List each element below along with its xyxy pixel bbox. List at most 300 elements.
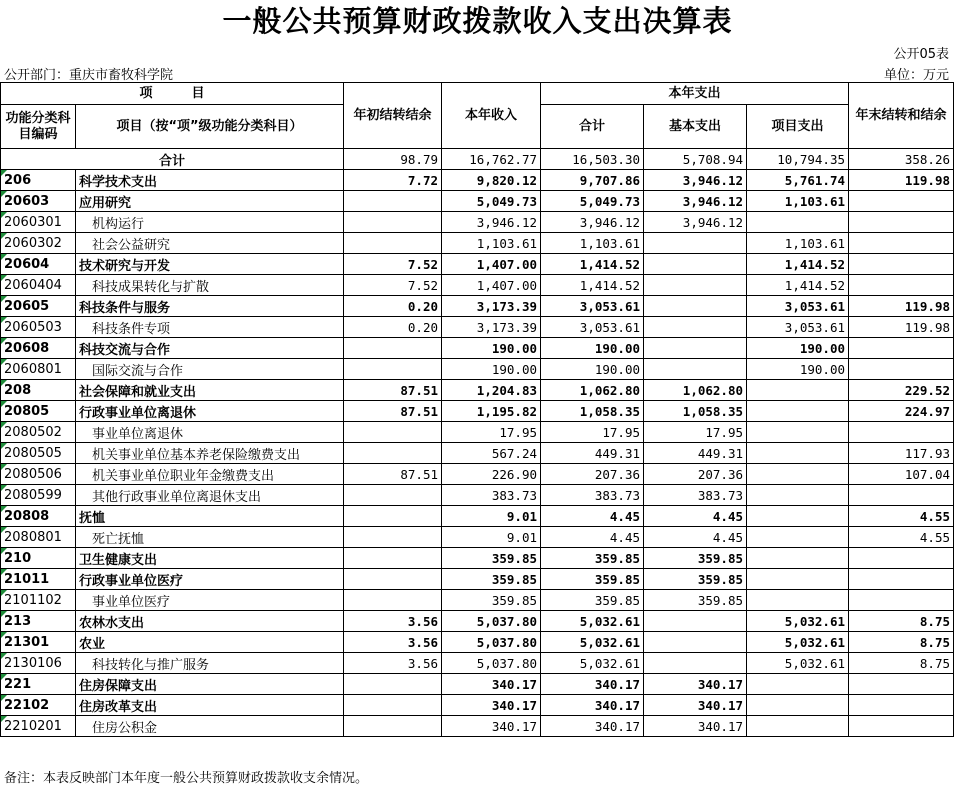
subject-name: 农林水支出 — [76, 611, 344, 632]
subject-code-text: 2210201 — [4, 718, 62, 734]
cell-project — [747, 674, 849, 695]
cell-marker-icon — [1, 674, 7, 680]
table-row — [1, 548, 954, 569]
cell-basic — [644, 317, 747, 338]
subject-code — [1, 359, 76, 380]
subject-code — [1, 338, 76, 359]
table-row — [1, 632, 954, 653]
cell-beginning: 87.51 — [344, 401, 442, 422]
cell-total: 383.73 — [541, 485, 644, 506]
subject-code-text: 2060301 — [4, 214, 62, 230]
subject-code-text: 21301 — [4, 634, 50, 650]
cell-ending — [849, 548, 954, 569]
header-item-group: 项 目 — [1, 83, 344, 105]
subject-code — [1, 380, 76, 401]
cell-project: 1,103.61 — [747, 191, 849, 212]
cell-project: 3,053.61 — [747, 317, 849, 338]
table-row — [1, 695, 954, 716]
cell-beginning — [344, 590, 442, 611]
subject-code-text: 20603 — [4, 193, 50, 209]
cell-beginning — [344, 506, 442, 527]
table-row — [1, 317, 954, 338]
cell-project — [747, 485, 849, 506]
cell-total: 449.31 — [541, 443, 644, 464]
cell-project: 190.00 — [747, 359, 849, 380]
cell-project — [747, 590, 849, 611]
cell-total: 190.00 — [541, 338, 644, 359]
cell-beginning — [344, 569, 442, 590]
cell-ending: 8.75 — [849, 632, 954, 653]
cell-total: 1,103.61 — [541, 233, 644, 254]
subject-code-text: 206 — [4, 172, 32, 188]
table-row — [1, 380, 954, 401]
subject-code — [1, 191, 76, 212]
cell-ending — [849, 212, 954, 233]
header-expense-project: 项目支出 — [747, 105, 849, 149]
table-row — [1, 401, 954, 422]
subject-code-text: 213 — [4, 613, 32, 629]
subject-code-text: 20805 — [4, 403, 50, 419]
cell-project — [747, 527, 849, 548]
cell-project: 5,032.61 — [747, 632, 849, 653]
cell-income: 3,173.39 — [442, 317, 541, 338]
subject-name: 社会保障和就业支出 — [76, 380, 344, 401]
cell-income: 226.90 — [442, 464, 541, 485]
total-ending: 358.26 — [849, 149, 954, 170]
table-row — [1, 464, 954, 485]
cell-project: 5,032.61 — [747, 611, 849, 632]
footnote: 备注：本表反映部门本年度一般公共预算财政拨款收支余情况。 — [4, 771, 369, 786]
cell-marker-icon — [1, 716, 7, 722]
cell-beginning: 3.56 — [344, 632, 442, 653]
subject-code-text: 2080505 — [4, 445, 62, 461]
subject-name: 农业 — [76, 632, 344, 653]
cell-basic — [644, 233, 747, 254]
cell-ending: 224.97 — [849, 401, 954, 422]
cell-basic: 3,946.12 — [644, 170, 747, 191]
cell-project — [747, 380, 849, 401]
subject-code-text: 2060302 — [4, 235, 62, 251]
subject-code — [1, 170, 76, 191]
cell-basic: 340.17 — [644, 695, 747, 716]
cell-beginning — [344, 422, 442, 443]
cell-income: 340.17 — [442, 716, 541, 737]
header-ending-balance: 年末结转和结余 — [849, 83, 954, 149]
header-name: 项目（按“项”级功能分类科目） — [76, 105, 344, 149]
cell-basic — [644, 359, 747, 380]
cell-basic — [644, 254, 747, 275]
cell-ending — [849, 716, 954, 737]
subject-name: 科技交流与合作 — [76, 338, 344, 359]
subject-name: 住房公积金 — [76, 716, 344, 737]
cell-income: 17.95 — [442, 422, 541, 443]
cell-basic — [644, 296, 747, 317]
table-row — [1, 569, 954, 590]
header-income: 本年收入 — [442, 83, 541, 149]
cell-marker-icon — [1, 485, 7, 491]
cell-project: 1,414.52 — [747, 275, 849, 296]
page-title: 一般公共预算财政拨款收入支出决算表 — [222, 4, 733, 38]
table-row — [1, 443, 954, 464]
cell-basic: 359.85 — [644, 569, 747, 590]
cell-marker-icon — [1, 275, 7, 281]
cell-income: 190.00 — [442, 338, 541, 359]
total-income: 16,762.77 — [442, 149, 541, 170]
subject-code — [1, 401, 76, 422]
cell-basic: 340.17 — [644, 716, 747, 737]
cell-beginning: 87.51 — [344, 464, 442, 485]
cell-beginning — [344, 695, 442, 716]
cell-beginning — [344, 527, 442, 548]
subject-code — [1, 317, 76, 338]
subject-name: 国际交流与合作 — [76, 359, 344, 380]
subject-name: 事业单位离退休 — [76, 422, 344, 443]
subject-code — [1, 422, 76, 443]
header-code: 功能分类科目编码 — [1, 105, 76, 149]
cell-income: 1,204.83 — [442, 380, 541, 401]
cell-income: 5,049.73 — [442, 191, 541, 212]
cell-income: 9.01 — [442, 506, 541, 527]
cell-income: 340.17 — [442, 674, 541, 695]
subject-name: 科技成果转化与扩散 — [76, 275, 344, 296]
subject-name: 卫生健康支出 — [76, 548, 344, 569]
cell-marker-icon — [1, 548, 7, 554]
cell-ending — [849, 422, 954, 443]
subject-code — [1, 485, 76, 506]
table-row — [1, 170, 954, 191]
table-row — [1, 296, 954, 317]
cell-total: 359.85 — [541, 569, 644, 590]
cell-marker-icon — [1, 359, 7, 365]
cell-ending: 119.98 — [849, 296, 954, 317]
subject-name: 其他行政事业单位离退休支出 — [76, 485, 344, 506]
cell-basic: 207.36 — [644, 464, 747, 485]
subject-name: 机关事业单位职业年金缴费支出 — [76, 464, 344, 485]
cell-income: 1,103.61 — [442, 233, 541, 254]
cell-total: 5,032.61 — [541, 632, 644, 653]
subject-code — [1, 611, 76, 632]
cell-ending: 8.75 — [849, 653, 954, 674]
cell-basic: 4.45 — [644, 527, 747, 548]
cell-total: 9,707.86 — [541, 170, 644, 191]
subject-code — [1, 569, 76, 590]
cell-beginning — [344, 191, 442, 212]
subject-code-text: 22102 — [4, 697, 50, 713]
subject-name: 抚恤 — [76, 506, 344, 527]
subject-code-text: 20808 — [4, 508, 50, 524]
cell-basic: 359.85 — [644, 548, 747, 569]
subject-code — [1, 653, 76, 674]
cell-ending — [849, 695, 954, 716]
subject-name: 机构运行 — [76, 212, 344, 233]
cell-project: 5,032.61 — [747, 653, 849, 674]
subject-code-text: 2060801 — [4, 361, 62, 377]
cell-ending — [849, 191, 954, 212]
table-row — [1, 422, 954, 443]
cell-beginning: 0.20 — [344, 296, 442, 317]
cell-income: 340.17 — [442, 695, 541, 716]
cell-total: 1,414.52 — [541, 275, 644, 296]
cell-total: 207.36 — [541, 464, 644, 485]
table-row — [1, 485, 954, 506]
cell-basic — [644, 632, 747, 653]
cell-total: 5,049.73 — [541, 191, 644, 212]
cell-total: 4.45 — [541, 527, 644, 548]
subject-name: 机关事业单位基本养老保险缴费支出 — [76, 443, 344, 464]
cell-basic — [644, 338, 747, 359]
cell-project: 1,103.61 — [747, 233, 849, 254]
cell-total: 17.95 — [541, 422, 644, 443]
table-row — [1, 254, 954, 275]
cell-ending — [849, 674, 954, 695]
subject-code-text: 2060503 — [4, 319, 62, 335]
cell-income: 5,037.80 — [442, 653, 541, 674]
cell-basic: 383.73 — [644, 485, 747, 506]
table-row — [1, 611, 954, 632]
subject-code — [1, 527, 76, 548]
cell-income: 1,407.00 — [442, 275, 541, 296]
cell-total: 4.45 — [541, 506, 644, 527]
subject-code — [1, 590, 76, 611]
subject-code — [1, 716, 76, 737]
cell-beginning — [344, 443, 442, 464]
cell-beginning: 7.72 — [344, 170, 442, 191]
table-row — [1, 191, 954, 212]
cell-beginning — [344, 716, 442, 737]
table-row — [1, 338, 954, 359]
cell-marker-icon — [1, 338, 7, 344]
subject-code-text: 208 — [4, 382, 32, 398]
total-label: 合计 — [1, 149, 344, 170]
cell-project — [747, 716, 849, 737]
cell-basic: 1,058.35 — [644, 401, 747, 422]
cell-project — [747, 212, 849, 233]
cell-marker-icon — [1, 695, 7, 701]
cell-income: 9.01 — [442, 527, 541, 548]
cell-marker-icon — [1, 506, 7, 512]
subject-code — [1, 233, 76, 254]
cell-marker-icon — [1, 212, 7, 218]
subject-code-text: 2060404 — [4, 277, 62, 293]
cell-project — [747, 548, 849, 569]
cell-ending — [849, 233, 954, 254]
total-basic: 5,708.94 — [644, 149, 747, 170]
total-beginning: 98.79 — [344, 149, 442, 170]
cell-income: 3,946.12 — [442, 212, 541, 233]
cell-total: 1,414.52 — [541, 254, 644, 275]
cell-total: 3,946.12 — [541, 212, 644, 233]
subject-name: 科技转化与推广服务 — [76, 653, 344, 674]
subject-name: 行政事业单位离退休 — [76, 401, 344, 422]
cell-total: 3,053.61 — [541, 296, 644, 317]
cell-project — [747, 695, 849, 716]
cell-marker-icon — [1, 527, 7, 533]
cell-ending: 119.98 — [849, 170, 954, 191]
table-row — [1, 359, 954, 380]
cell-basic — [644, 611, 747, 632]
subject-name: 行政事业单位医疗 — [76, 569, 344, 590]
cell-beginning: 0.20 — [344, 317, 442, 338]
subject-code-text: 2080506 — [4, 466, 62, 482]
cell-ending — [849, 275, 954, 296]
cell-basic: 3,946.12 — [644, 191, 747, 212]
cell-total: 340.17 — [541, 674, 644, 695]
subject-name: 科学技术支出 — [76, 170, 344, 191]
cell-basic: 449.31 — [644, 443, 747, 464]
subject-code-text: 21011 — [4, 571, 50, 587]
cell-income: 359.85 — [442, 590, 541, 611]
cell-basic — [644, 653, 747, 674]
subject-code — [1, 695, 76, 716]
cell-total: 190.00 — [541, 359, 644, 380]
cell-ending: 229.52 — [849, 380, 954, 401]
subject-code-text: 20605 — [4, 298, 50, 314]
cell-beginning: 87.51 — [344, 380, 442, 401]
cell-beginning: 7.52 — [344, 275, 442, 296]
cell-marker-icon — [1, 296, 7, 302]
cell-marker-icon — [1, 317, 7, 323]
subject-name: 技术研究与开发 — [76, 254, 344, 275]
cell-project — [747, 422, 849, 443]
subject-code — [1, 443, 76, 464]
subject-code-text: 2080801 — [4, 529, 62, 545]
cell-marker-icon — [1, 590, 7, 596]
cell-beginning: 3.56 — [344, 611, 442, 632]
department-label: 公开部门：重庆市畜牧科学院 — [4, 68, 174, 83]
subject-name: 死亡抚恤 — [76, 527, 344, 548]
cell-ending — [849, 485, 954, 506]
subject-code-text: 20604 — [4, 256, 50, 272]
total-project: 10,794.35 — [747, 149, 849, 170]
cell-project: 5,761.74 — [747, 170, 849, 191]
subject-code — [1, 212, 76, 233]
cell-income: 5,037.80 — [442, 632, 541, 653]
cell-income: 3,173.39 — [442, 296, 541, 317]
table-row — [1, 212, 954, 233]
cell-income: 5,037.80 — [442, 611, 541, 632]
cell-project — [747, 443, 849, 464]
cell-total: 1,062.80 — [541, 380, 644, 401]
header-expense-group: 本年支出 — [541, 83, 849, 105]
subject-code — [1, 254, 76, 275]
cell-marker-icon — [1, 233, 7, 239]
cell-income: 383.73 — [442, 485, 541, 506]
cell-income: 9,820.12 — [442, 170, 541, 191]
cell-ending: 117.93 — [849, 443, 954, 464]
cell-basic: 1,062.80 — [644, 380, 747, 401]
subject-code — [1, 296, 76, 317]
subject-code-text: 20608 — [4, 340, 50, 356]
cell-total: 5,032.61 — [541, 611, 644, 632]
cell-ending: 8.75 — [849, 611, 954, 632]
cell-basic: 340.17 — [644, 674, 747, 695]
cell-beginning — [344, 212, 442, 233]
cell-total: 359.85 — [541, 548, 644, 569]
subject-code — [1, 674, 76, 695]
subject-code-text: 2101102 — [4, 592, 62, 608]
subject-code-text: 221 — [4, 676, 32, 692]
cell-ending — [849, 338, 954, 359]
cell-marker-icon — [1, 611, 7, 617]
cell-marker-icon — [1, 380, 7, 386]
cell-income: 567.24 — [442, 443, 541, 464]
cell-marker-icon — [1, 254, 7, 260]
table-row — [1, 233, 954, 254]
form-number: 公开05表 — [893, 47, 949, 62]
cell-beginning: 7.52 — [344, 254, 442, 275]
total-expense: 16,503.30 — [541, 149, 644, 170]
table-row — [1, 527, 954, 548]
cell-basic: 359.85 — [644, 590, 747, 611]
cell-ending: 4.55 — [849, 527, 954, 548]
header-expense-total: 合计 — [541, 105, 644, 149]
cell-ending — [849, 254, 954, 275]
cell-project: 190.00 — [747, 338, 849, 359]
budget-table — [0, 82, 954, 737]
subject-code — [1, 275, 76, 296]
cell-marker-icon — [1, 443, 7, 449]
cell-basic: 17.95 — [644, 422, 747, 443]
cell-total: 3,053.61 — [541, 317, 644, 338]
cell-project: 3,053.61 — [747, 296, 849, 317]
cell-income: 359.85 — [442, 569, 541, 590]
subject-name: 社会公益研究 — [76, 233, 344, 254]
cell-basic: 3,946.12 — [644, 212, 747, 233]
unit-label: 单位：万元 — [883, 68, 949, 83]
table-row — [1, 590, 954, 611]
cell-project — [747, 506, 849, 527]
cell-project — [747, 569, 849, 590]
cell-marker-icon — [1, 401, 7, 407]
cell-project — [747, 401, 849, 422]
header-expense-basic: 基本支出 — [644, 105, 747, 149]
cell-ending: 107.04 — [849, 464, 954, 485]
cell-total: 359.85 — [541, 590, 644, 611]
subject-name: 住房改革支出 — [76, 695, 344, 716]
cell-ending: 119.98 — [849, 317, 954, 338]
cell-income: 1,195.82 — [442, 401, 541, 422]
cell-beginning — [344, 338, 442, 359]
subject-name: 科技条件专项 — [76, 317, 344, 338]
cell-beginning — [344, 548, 442, 569]
subject-name: 住房保障支出 — [76, 674, 344, 695]
cell-marker-icon — [1, 569, 7, 575]
cell-beginning — [344, 233, 442, 254]
subject-code — [1, 632, 76, 653]
cell-total: 340.17 — [541, 716, 644, 737]
cell-basic: 4.45 — [644, 506, 747, 527]
cell-marker-icon — [1, 464, 7, 470]
cell-ending: 4.55 — [849, 506, 954, 527]
cell-marker-icon — [1, 632, 7, 638]
cell-marker-icon — [1, 191, 7, 197]
cell-marker-icon — [1, 422, 7, 428]
table-row — [1, 716, 954, 737]
table-row — [1, 506, 954, 527]
cell-income: 359.85 — [442, 548, 541, 569]
table-row — [1, 653, 954, 674]
cell-income: 190.00 — [442, 359, 541, 380]
subject-code — [1, 464, 76, 485]
subject-code — [1, 548, 76, 569]
subject-code-text: 210 — [4, 550, 32, 566]
cell-marker-icon — [1, 653, 7, 659]
table-row — [1, 674, 954, 695]
subject-code-text: 2080599 — [4, 487, 62, 503]
cell-total: 1,058.35 — [541, 401, 644, 422]
subject-code — [1, 506, 76, 527]
cell-marker-icon — [1, 170, 7, 176]
